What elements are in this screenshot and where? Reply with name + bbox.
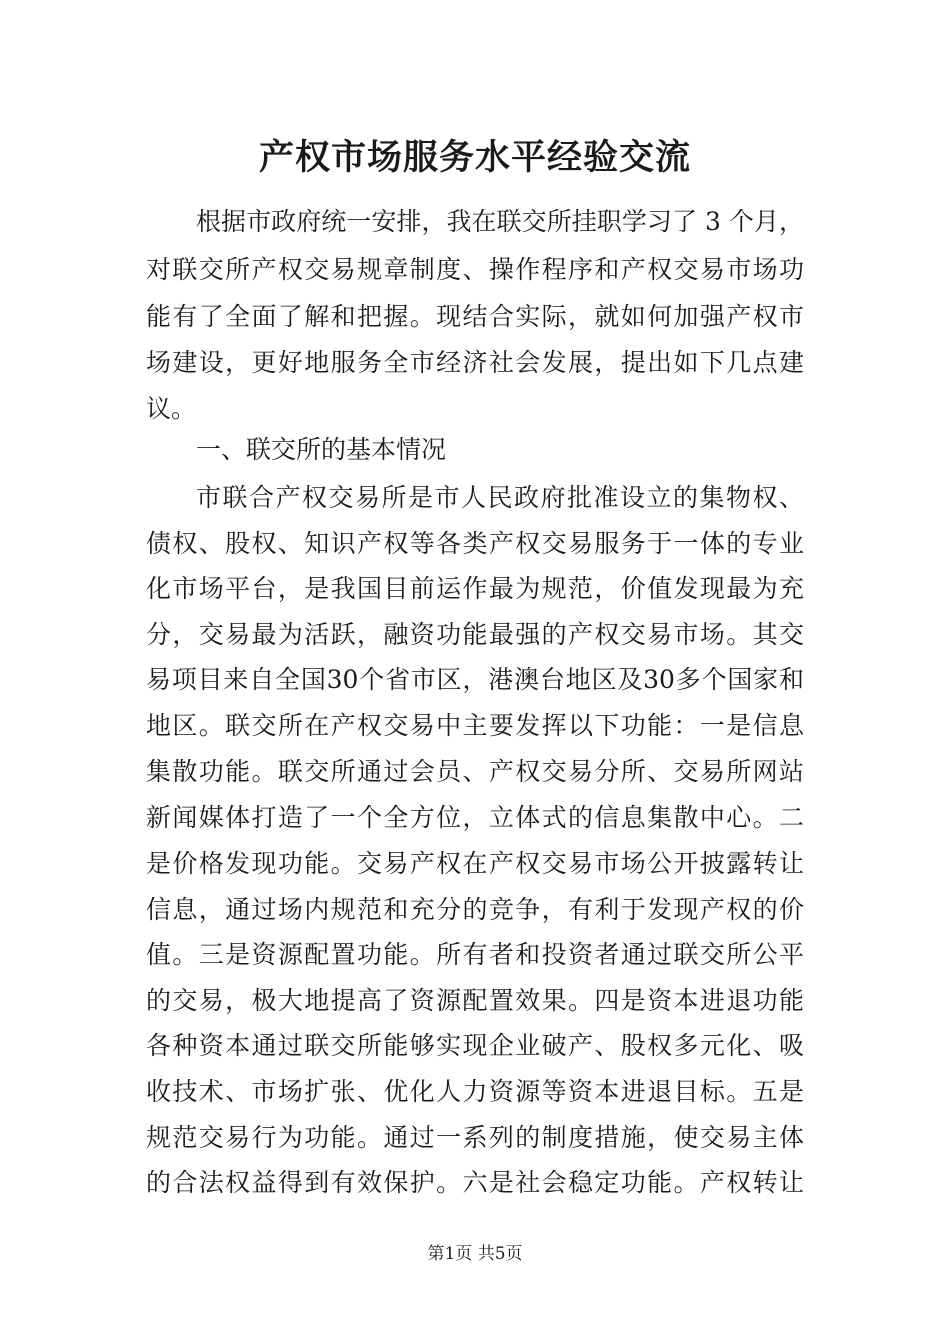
paragraph-line: 规范交易行为功能。通过一系列的制度措施，使交易主体 bbox=[146, 1123, 804, 1152]
paragraph-line: 的交易，极大地提高了资源配置效果。四是资本进退功能 bbox=[146, 986, 804, 1015]
paragraph-line: 收技术、市场扩张、优化人力资源等资本进退目标。五是 bbox=[146, 1077, 804, 1106]
section-heading: 一、联交所的基本情况 bbox=[196, 435, 447, 464]
paragraph-line: 场建设，更好地服务全市经济社会发展，提出如下几点建 bbox=[146, 348, 804, 377]
paragraph-line: 的合法权益得到有效保护。六是社会稳定功能。产权转让 bbox=[146, 1168, 804, 1197]
paragraph-line: 集散功能。联交所通过会员、产权交易分所、交易所网站 bbox=[146, 757, 804, 786]
paragraph-line: 化市场平台，是我国目前运作最为规范，价值发现最为充 bbox=[146, 574, 804, 603]
paragraph-line: 地区。联交所在产权交易中主要发挥以下功能：一是信息 bbox=[146, 711, 804, 740]
paragraph-line: 是价格发现功能。交易产权在产权交易市场公开披露转让 bbox=[146, 849, 804, 878]
page-title: 产权市场服务水平经验交流 bbox=[258, 137, 691, 178]
paragraph-line: 值。三是资源配置功能。所有者和投资者通过联交所公平 bbox=[146, 940, 804, 969]
paragraph-line: 市联合产权交易所是市人民政府批准设立的集物权、 bbox=[196, 483, 804, 512]
page-number-footer: 第1页 共5页 bbox=[427, 1244, 523, 1264]
paragraph-line: 债权、股权、知识产权等各类产权交易服务于一体的专业 bbox=[146, 529, 804, 558]
paragraph-line: 根据市政府统一安排，我在联交所挂职学习了 3 个月， bbox=[196, 207, 804, 236]
paragraph-line: 对联交所产权交易规章制度、操作程序和产权交易市场功 bbox=[146, 255, 804, 284]
paragraph-line: 议。 bbox=[146, 394, 197, 423]
paragraph-line: 各种资本通过联交所能够实现企业破产、股权多元化、吸 bbox=[146, 1031, 804, 1060]
paragraph-line: 能有了全面了解和把握。现结合实际，就如何加强产权市 bbox=[146, 302, 804, 331]
paragraph-line: 新闻媒体打造了一个全方位，立体式的信息集散中心。二 bbox=[146, 803, 804, 832]
paragraph-line: 信息，通过场内规范和充分的竞争，有利于发现产权的价 bbox=[146, 895, 804, 924]
paragraph-line: 易项目来自全国30个省市区，港澳台地区及30多个国家和 bbox=[146, 665, 804, 694]
paragraph-line: 分，交易最为活跃，融资功能最强的产权交易市场。其交 bbox=[146, 620, 804, 649]
